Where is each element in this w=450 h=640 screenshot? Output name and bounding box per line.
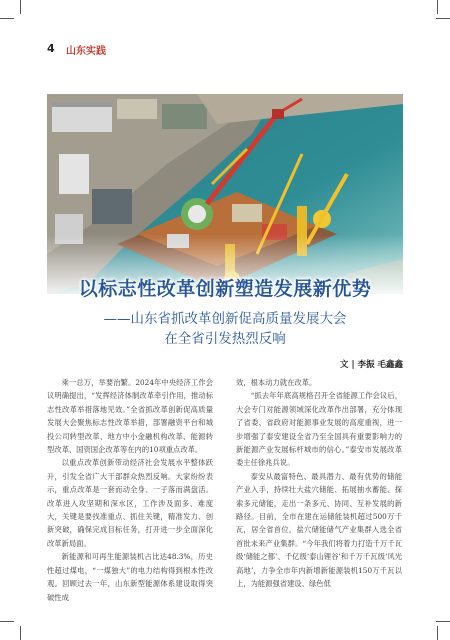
- page-number: 4: [47, 42, 55, 55]
- paragraph: 效，根本动力就在改革。: [236, 378, 317, 387]
- crop-mark: [20, 626, 21, 640]
- crop-mark: [436, 18, 450, 19]
- article-subtitle-line2: 在全省引发热烈反响: [164, 331, 286, 347]
- left-column: [47, 376, 213, 604]
- article-subtitle-line1: ——山东省抓改革创新促高质量发展大会: [103, 311, 347, 327]
- crop-mark: [0, 621, 14, 622]
- paragraph: 以重点改革创新带动经济社会发展水平整体跃升，引发全省广大干部群众热烈反响。大家纷纷表示，重点改革是一套而动全身、一子落而满盘活。改革进入攻坚期和深水区，工作涉及面多、难度大，关键是要找准重点、抓住关键，精准发力、创新突破，确保完成目标任务，打开进一步全面深化改革新局面。: [47, 458, 213, 548]
- paragraph: “抓去年年底高规格召开全省能源工作会议后，大会专门对能源领域深化改革作出部署，充分体现了省委、省政府对能源事业发展的高度重视，进一步增强了泰安建设全省乃至全国具有重要影响力的新能源产业发展标杆城市的信心。”泰安市发展改革委主任徐兆兵说。: [236, 391, 402, 468]
- crop-mark: [437, 0, 438, 14]
- crop-mark: [0, 18, 14, 19]
- byline: 文 | 李振 毛鑫鑫: [340, 360, 403, 370]
- offshore-platform-photo: [47, 94, 403, 294]
- article-title: 以标志性改革创新塑造发展新优势: [78, 278, 372, 300]
- paragraph: 新能源和可再生能源装机占比达48.3%，历史性超过煤电，“一煤独大”的电力结构得到根本性改观。回顾过去一年，山东新型能源体系建设取得突破性成: [47, 552, 213, 602]
- right-column: [236, 376, 402, 591]
- paragraph: 泰安从最富特色、最具潜力、最有优势的储能产业入手，持续壮大盐穴储能、拓展抽水蓄能、探索多元储能，走出一条多元、协同、互补发展的新路径。目前，全市在建在运储能装机超过500万千瓦，居全省首位，盐穴储能储气产业集群入选全省首批未来产业集群。“今年我们将着力打造千万千瓦级‘储能之都’、千亿级‘泰山锂谷’和千万千瓦级‘风光高地’，力争全市年内新增新能源装机150万千瓦以上，为能源强省建设、绿色低: [236, 471, 402, 589]
- paragraph: 乘一总万，举要治繁。2024年中央经济工作会议明确提出，“发挥经济体制改革牵引作用，推动标志性改革举措落地见效。”全省抓改革创新促高质量发展大会聚焦标志性改革举措，部署融资平台和城投公司转型改革、地方中小金融机构改革、能源转型改革、国资国企改革等在内的10项重点改革。: [47, 378, 213, 455]
- crop-mark: [437, 626, 438, 640]
- crop-mark: [20, 0, 21, 14]
- section-label: 山东实践: [66, 46, 106, 57]
- crop-mark: [436, 621, 450, 622]
